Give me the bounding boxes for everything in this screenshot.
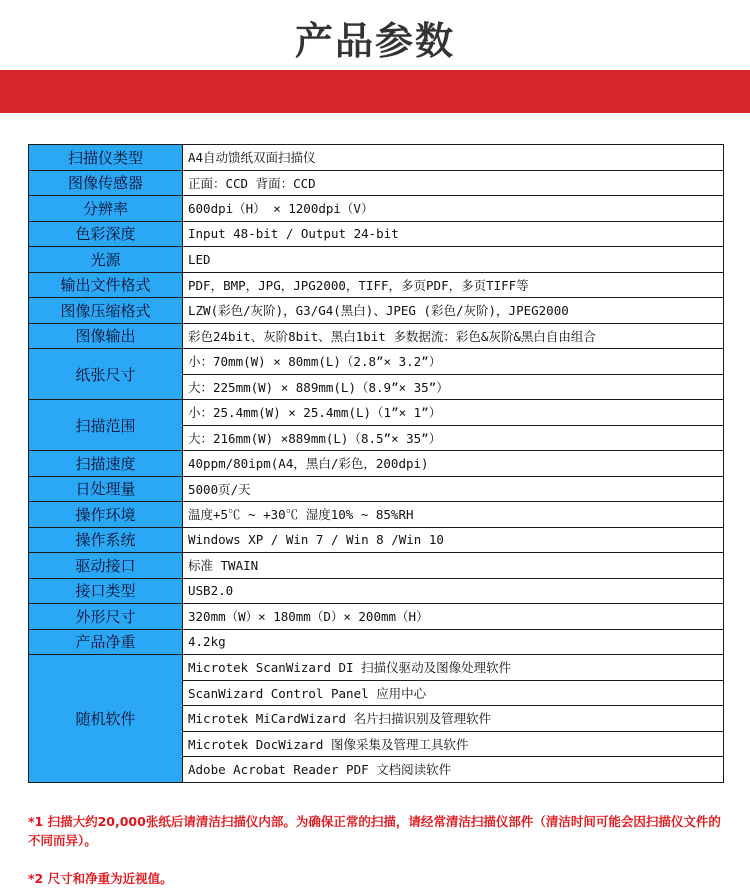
spec-value: USB2.0	[183, 578, 724, 604]
spec-row	[29, 170, 724, 196]
spec-value: Windows XP / Win 7 / Win 8 /Win 10	[183, 527, 724, 553]
spec-row	[29, 196, 724, 222]
spec-label: 纸张尺寸	[29, 349, 183, 400]
spec-value: 4.2kg	[183, 629, 724, 655]
spec-label: 扫描范围	[29, 400, 183, 451]
spec-row	[29, 323, 724, 349]
spec-label: 产品净重	[29, 629, 183, 655]
spec-row	[29, 221, 724, 247]
spec-label: 操作系统	[29, 527, 183, 553]
spec-label: 日处理量	[29, 476, 183, 502]
spec-row	[29, 451, 724, 477]
spec-table	[28, 144, 724, 783]
spec-label: 外形尺寸	[29, 604, 183, 630]
spec-row	[29, 527, 724, 553]
spec-value: PDF，BMP，JPG，JPG2000，TIFF，多页PDF，多页TIFF等	[183, 272, 724, 298]
spec-value: 320mm（W）× 180mm（D）× 200mm（H）	[183, 604, 724, 630]
spec-row	[29, 247, 724, 273]
spec-label: 驱动接口	[29, 553, 183, 579]
spec-row	[29, 145, 724, 171]
spec-value: 温度+5℃ ~ +30℃ 湿度10% ~ 85%RH	[183, 502, 724, 528]
spec-value: 标准 TWAIN	[183, 553, 724, 579]
spec-row	[29, 476, 724, 502]
spec-label: 图像压缩格式	[29, 298, 183, 324]
spec-row	[29, 349, 724, 375]
spec-value: Adobe Acrobat Reader PDF 文档阅读软件	[183, 757, 724, 783]
spec-value: 5000页/天	[183, 476, 724, 502]
spec-row	[29, 553, 724, 579]
spec-label: 光源	[29, 247, 183, 273]
spec-label: 输出文件格式	[29, 272, 183, 298]
spec-value: 大：225mm(W) × 889mm(L)（8.9”× 35”）	[183, 374, 724, 400]
spec-value: 600dpi（H） × 1200dpi（V）	[183, 196, 724, 222]
spec-label: 随机软件	[29, 655, 183, 783]
footnotes	[28, 812, 724, 888]
spec-row	[29, 604, 724, 630]
spec-label: 分辨率	[29, 196, 183, 222]
spec-value: 40ppm/80ipm(A4，黑白/彩色，200dpi)	[183, 451, 724, 477]
spec-value: Input 48-bit / Output 24-bit	[183, 221, 724, 247]
spec-value: 正面：CCD 背面：CCD	[183, 170, 724, 196]
spec-row	[29, 298, 724, 324]
spec-label: 图像传感器	[29, 170, 183, 196]
spec-label: 扫描仪类型	[29, 145, 183, 171]
spec-value: 彩色24bit、灰阶8bit、黑白1bit 多数据流：彩色&灰阶&黑白自由组合	[183, 323, 724, 349]
page-title: 产品参数	[294, 19, 455, 63]
spec-value: LZW(彩色/灰阶)，G3/G4(黑白)、JPEG (彩色/灰阶)，JPEG2000	[183, 298, 724, 324]
spec-value: ScanWizard Control Panel 应用中心	[183, 680, 724, 706]
footnote-1: *1 扫描大约20,000张纸后请清洁扫描仪内部。为确保正常的扫描，请经常清洁扫描仪部件（清洁时间可能会因扫描仪文件的不同而异）。	[28, 814, 721, 848]
spec-value: A4自动馈纸双面扫描仪	[183, 145, 724, 171]
footnote-2: *2 尺寸和净重为近视值。	[28, 871, 173, 886]
spec-label: 操作环境	[29, 502, 183, 528]
spec-value: Microtek DocWizard 图像采集及管理工具软件	[183, 731, 724, 757]
spec-row	[29, 655, 724, 681]
spec-row	[29, 578, 724, 604]
spec-label: 扫描速度	[29, 451, 183, 477]
spec-label: 色彩深度	[29, 221, 183, 247]
header-band	[0, 70, 750, 113]
spec-row	[29, 502, 724, 528]
spec-value: 小：70mm(W) × 80mm(L)（2.8”× 3.2”）	[183, 349, 724, 375]
spec-row	[29, 629, 724, 655]
spec-label: 图像输出	[29, 323, 183, 349]
spec-label: 接口类型	[29, 578, 183, 604]
spec-value: 小：25.4mm(W) × 25.4mm(L)（1”× 1”）	[183, 400, 724, 426]
spec-row	[29, 272, 724, 298]
spec-row	[29, 400, 724, 426]
spec-value: Microtek ScanWizard DI 扫描仪驱动及图像处理软件	[183, 655, 724, 681]
spec-value: 大：216mm(W) ×889mm(L)（8.5”× 35”）	[183, 425, 724, 451]
spec-value: LED	[183, 247, 724, 273]
spec-value: Microtek MiCardWizard 名片扫描识别及管理软件	[183, 706, 724, 732]
